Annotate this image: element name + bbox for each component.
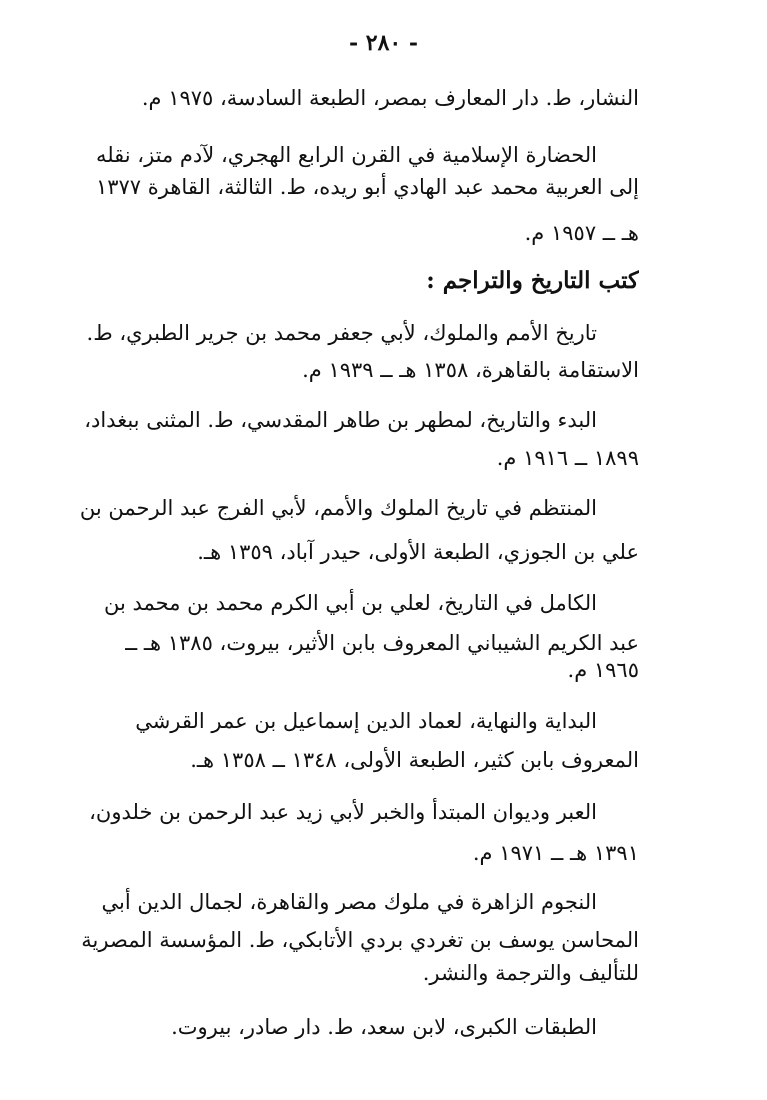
text-line: العبر وديوان المبتدأ والخبر لأبي زيد عبد الرحمن بن خلدون، (89, 800, 597, 824)
text-line: الطبقات الكبرى، لابن سعد، ط. دار صادر، بيروت. (171, 1015, 597, 1039)
text-line: المحاسن يوسف بن تغردي بردي الأتابكي، ط. المؤسسة المصرية (81, 928, 639, 952)
text-line: ١٣٩١ هـ ــ ١٩٧١ م. (472, 841, 639, 865)
text-line: تاريخ الأمم والملوك، لأبي جعفر محمد بن جرير الطبري، ط. (86, 321, 597, 345)
text-line: إلى العربية محمد عبد الهادي أبو ريده، ط. الثالثة، القاهرة ١٣٧٧ (95, 175, 639, 199)
text-line: ١٩٦٥ م. (567, 658, 639, 682)
text-line: الحضارة الإسلامية في القرن الرابع الهجري، لآدم متز، نقله (95, 143, 597, 167)
text-line: علي بن الجوزي، الطبعة الأولى، حيدر آباد، ١٣٥٩ هـ. (197, 540, 639, 564)
text-line: للتأليف والترجمة والنشر. (422, 961, 639, 985)
text-line: النجوم الزاهرة في ملوك مصر والقاهرة، لجمال الدين أبي (101, 890, 597, 914)
text-line: الاستقامة بالقاهرة، ١٣٥٨ هـ ــ ١٩٣٩ م. (302, 358, 639, 382)
text-line: البداية والنهاية، لعماد الدين إسماعيل بن عمر القرشي (135, 709, 597, 733)
text-line: المنتظم في تاريخ الملوك والأمم، لأبي الفرج عبد الرحمن بن (79, 496, 597, 520)
text-line: الكامل في التاريخ، لعلي بن أبي الكرم محمد بن محمد بن (104, 591, 597, 615)
text-line: البدء والتاريخ، لمطهر بن طاهر المقدسي، ط. المثنى ببغداد، (84, 408, 597, 432)
text-line: النشار، ط. دار المعارف بمصر، الطبعة السادسة، ١٩٧٥ م. (141, 86, 639, 110)
section-heading: كتب التاريخ والتراجم : (426, 267, 639, 294)
page-number: - ٢٨٠ - (348, 30, 419, 56)
text-line: عبد الكريم الشيباني المعروف بابن الأثير، بيروت، ١٣٨٥ هـ ــ (124, 631, 639, 655)
text-line: ١٨٩٩ ــ ١٩١٦ م. (496, 446, 639, 470)
text-line: المعروف بابن كثير، الطبعة الأولى، ١٣٤٨ ــ ١٣٥٨ هـ. (190, 748, 639, 772)
text-line: هـ ــ ١٩٥٧ م. (524, 221, 639, 245)
